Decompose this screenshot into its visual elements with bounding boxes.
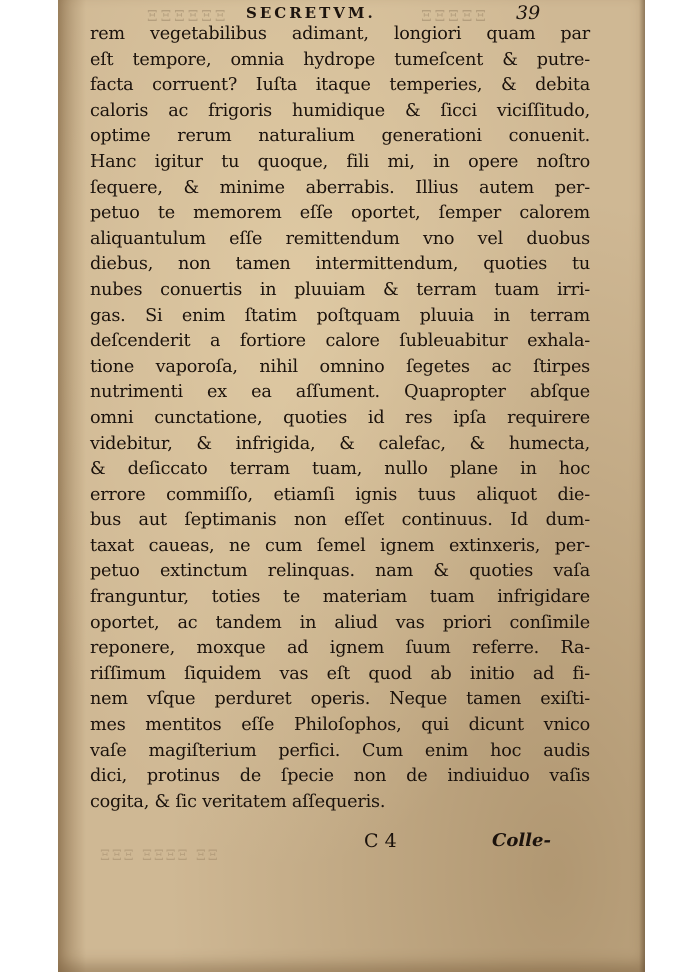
- text-line: omni cunctatione, quoties id res ipſa requirere: [90, 407, 590, 428]
- text-line: vaſe magiſterium perfici. Cum enim hoc audis: [90, 740, 590, 761]
- text-line: taxat caueas, ne cum ſemel ignem extinxeris, per-: [90, 535, 590, 556]
- catchword: Colle-: [492, 830, 551, 851]
- text-line: deſcenderit a fortiore calore ſubleuabitur exhala-: [90, 331, 590, 352]
- bleed-through-decoration: ΞΞΞΞΞΞ: [144, 7, 226, 25]
- text-line: mes mentitos eſſe Philoſophos, qui dicunt vnico: [90, 715, 590, 736]
- text-line: riſſimum ſiquidem vas eſt quod ab initio ad fi-: [90, 663, 590, 684]
- text-line: & deſiccato terram tuam, nullo plane in hoc: [90, 459, 590, 480]
- body-text: [90, 22, 590, 815]
- book-page: [58, 0, 645, 972]
- page-edge-shadow: [639, 0, 645, 972]
- text-line: aliquantulum eſſe remittendum vno vel duobus: [90, 228, 590, 249]
- text-line: diebus, non tamen intermittendum, quoties tu: [90, 254, 590, 275]
- text-line: cogita, & ſic veritatem aſſequeris.: [90, 791, 386, 812]
- text-line: reponere, moxque ad ignem ſuum referre. Ra-: [90, 638, 590, 659]
- text-line: eſt tempore, omnia hydrope tumeſcent & putre-: [90, 49, 590, 70]
- text-line: optime rerum naturalium generationi conuenit.: [90, 126, 590, 147]
- text-line: facta corruent? Iuſta itaque temperies, & debita: [90, 75, 590, 96]
- text-line: videbitur, & infrigida, & calefac, & humecta,: [90, 433, 590, 454]
- text-line: ſequere, & minime aberrabis. Illius autem per-: [90, 177, 590, 198]
- signature-mark: C 4: [364, 830, 397, 852]
- text-line: gas. Si enim ſtatim poſtquam pluuia in terram: [90, 305, 590, 326]
- running-head: SECRETVM.: [246, 4, 376, 22]
- text-line: nubes conuertis in pluuiam & terram tuam irri-: [90, 279, 590, 300]
- text-line: caloris ac frigoris humidique & ſicci viciſſitudo,: [90, 100, 590, 121]
- text-line: nutrimenti ex ea aſſument. Quapropter abſque: [90, 382, 590, 403]
- text-line: nem vſque perduret operis. Neque tamen exiſti-: [90, 689, 590, 710]
- text-line: petuo extinctum relinquas. nam & quoties vaſa: [90, 561, 590, 582]
- page-number: 39: [516, 2, 541, 24]
- text-line: bus aut ſeptimanis non eſſet continuus. Id dum-: [90, 510, 590, 531]
- text-line: rem vegetabilibus adimant, longiori quam par: [90, 24, 590, 44]
- text-line: tione vaporoſa, nihil omnino ſegetes ac ſtirpes: [90, 356, 590, 377]
- text-line: errore commiſſo, etiamſi ignis tuus aliquot die-: [90, 484, 590, 505]
- bleed-through-decoration: ΞΞ ΞΞΞΞ ΞΞΞ: [98, 848, 218, 864]
- bleed-through-decoration: ΞΞΞΞΞ: [418, 7, 486, 25]
- text-line: dici, protinus de ſpecie non de indiuiduo vaſis: [90, 766, 590, 787]
- text-line: oportet, ac tandem in aliud vas priori conſimile: [90, 612, 590, 633]
- text-line: petuo te memorem eſſe oportet, ſemper calorem: [90, 203, 590, 224]
- text-line: franguntur, toties te materiam tuam infrigidare: [90, 587, 590, 608]
- page-footer: [58, 830, 645, 864]
- text-line: Hanc igitur tu quoque, fili mi, in opere noſtro: [90, 151, 590, 172]
